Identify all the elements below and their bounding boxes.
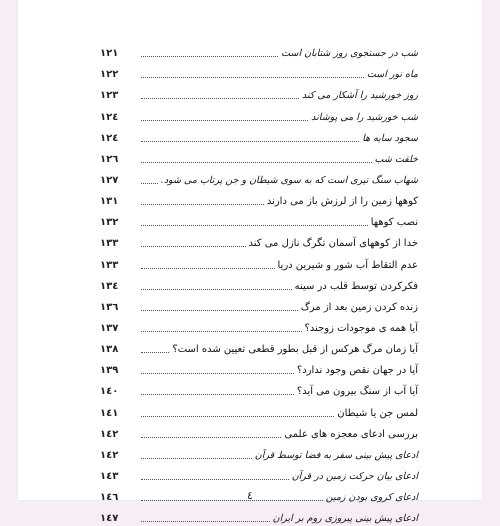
toc-entry-page: ۱٤۷ bbox=[100, 513, 119, 525]
toc-dot-leader bbox=[141, 479, 289, 480]
toc-entry-title: ادعای پیش بینی سفر به فضا توسط قرآن bbox=[254, 449, 418, 461]
toc-dot-leader bbox=[141, 120, 308, 121]
toc-entry-page: ۱٤٦ bbox=[100, 492, 119, 504]
toc-entry-page: ۱۲٤ bbox=[100, 111, 119, 123]
toc-entry-title: شهاب سنگ تیری است که به سوی شیطان و جن پرتاب می شود. bbox=[160, 174, 418, 186]
toc-dot-leader bbox=[141, 458, 252, 459]
toc-entry bbox=[100, 146, 418, 167]
toc-entry-page: ۱٤۱ bbox=[100, 407, 119, 419]
toc-entry-page: ۱۳٦ bbox=[100, 301, 119, 313]
toc-entry-title: روز خورشید را آشکار می کند bbox=[302, 90, 418, 102]
toc-entry-page: ۱۳۱ bbox=[100, 196, 119, 208]
toc-entry-page: ۱٤۳ bbox=[100, 470, 119, 482]
page-number: ٤ bbox=[247, 489, 253, 502]
toc-entry bbox=[100, 336, 418, 357]
toc-entry-title: عدم التقاط آب شور و شیرین دریا bbox=[277, 259, 418, 271]
toc-entry-page: ۱۳۹ bbox=[100, 365, 119, 377]
toc-entry-title: بررسی ادعای معجزه های علمی bbox=[284, 428, 418, 440]
toc-entry-title: آیا در جهان نقص وجود ندارد؟ bbox=[296, 365, 418, 377]
toc-dot-leader bbox=[141, 225, 368, 226]
toc-entry-title: خدا از کوههای آسمان تگرگ نازل می کند bbox=[248, 238, 418, 250]
toc-dot-leader bbox=[141, 437, 281, 438]
toc-entry-title: کوهها زمین را از لرزش باز می دارند bbox=[266, 196, 418, 208]
toc-entry-page: ۱۳٤ bbox=[100, 280, 119, 292]
toc-entry-title: ادعای پیش بینی پیروزی روم بر ایران bbox=[272, 513, 418, 525]
toc-dot-leader bbox=[141, 141, 359, 142]
toc-entry-title: نصب کوهها bbox=[370, 217, 418, 229]
toc-dot-leader bbox=[141, 77, 364, 78]
toc-entry-page: ۱۲۱ bbox=[100, 48, 119, 60]
toc-entry-title: لمس جن یا شیطان bbox=[337, 407, 418, 419]
toc-entry-title: فکرکردن توسط قلب در سینه bbox=[294, 280, 418, 292]
toc-entry-page: ۱۲۲ bbox=[100, 69, 119, 81]
toc-entry-title: شب در جستجوی روز شتابان است bbox=[281, 48, 418, 60]
toc-dot-leader bbox=[141, 394, 294, 395]
toc-entry bbox=[100, 357, 418, 378]
toc-entry-title: آیا زمان مرگ هرکس از قبل بطور قطعی تعیین شده است؟ bbox=[172, 344, 418, 356]
toc-entry-title: ماه نور است bbox=[366, 69, 418, 81]
toc-entry-page: ۱۲٦ bbox=[100, 153, 119, 165]
toc-entry bbox=[100, 125, 418, 146]
toc-dot-leader bbox=[141, 521, 270, 522]
toc-entry-title: ادعای بیان حرکت زمین در قرآن bbox=[291, 470, 418, 482]
document-page bbox=[18, 0, 482, 525]
toc-entry-title: شب خورشید را می پوشاند bbox=[311, 111, 418, 123]
toc-entry bbox=[100, 230, 418, 251]
toc-entry bbox=[100, 209, 418, 230]
toc-entry-page: ۱٤۲ bbox=[100, 428, 119, 440]
toc-entry-title: خلقت شب bbox=[374, 153, 418, 165]
toc-dot-leader bbox=[141, 162, 372, 163]
toc-dot-leader bbox=[141, 98, 299, 99]
toc-dot-leader bbox=[141, 183, 158, 184]
toc-entry bbox=[100, 82, 418, 103]
toc-dot-leader bbox=[141, 331, 302, 332]
toc-entry bbox=[100, 421, 418, 442]
toc-dot-leader bbox=[141, 246, 246, 247]
toc-entry-page: ۱۳۳ bbox=[100, 238, 119, 250]
toc-entry bbox=[100, 61, 418, 82]
toc-entry bbox=[100, 40, 418, 61]
toc-dot-leader bbox=[141, 416, 334, 417]
toc-dot-leader bbox=[141, 310, 298, 311]
toc-entry-page: ۱٤۰ bbox=[100, 386, 119, 398]
toc-entry bbox=[100, 294, 418, 315]
toc-entry bbox=[100, 315, 418, 336]
toc-entry bbox=[100, 505, 418, 526]
toc-dot-leader bbox=[141, 373, 294, 374]
toc-entry bbox=[100, 103, 418, 124]
toc-dot-leader bbox=[141, 56, 278, 57]
toc-entry-title: آیا آب از سنگ بیرون می آید؟ bbox=[296, 386, 418, 398]
toc-entry-title: سجود سایه ها bbox=[362, 132, 418, 144]
toc-entry bbox=[100, 188, 418, 209]
toc-dot-leader bbox=[141, 352, 169, 353]
toc-entry-page: ۱۲٤ bbox=[100, 132, 119, 144]
toc-dot-leader bbox=[141, 204, 264, 205]
toc-entry bbox=[100, 442, 418, 463]
toc-dot-leader bbox=[141, 268, 275, 269]
toc-entry-page: ۱٤۲ bbox=[100, 449, 119, 461]
toc-entry-page: ۱۳۸ bbox=[100, 344, 119, 356]
toc-entry bbox=[100, 378, 418, 399]
toc-entry-page: ۱۲۳ bbox=[100, 90, 119, 102]
toc-entry-title: ادعای کروی بودن زمین bbox=[325, 492, 418, 504]
toc-entry-page: ۱۳۲ bbox=[100, 217, 119, 229]
toc-entry bbox=[100, 167, 418, 188]
table-of-contents bbox=[100, 40, 418, 526]
toc-entry-page: ۱۳۷ bbox=[100, 322, 119, 334]
toc-entry bbox=[100, 463, 418, 484]
toc-entry-title: زنده کردن زمین بعد از مرگ bbox=[300, 301, 418, 313]
toc-entry bbox=[100, 251, 418, 272]
toc-entry-title: آیا همه ی موجودات زوجند؟ bbox=[304, 322, 418, 334]
toc-dot-leader bbox=[141, 289, 292, 290]
toc-entry-page: ۱۲۷ bbox=[100, 174, 119, 186]
toc-entry bbox=[100, 399, 418, 420]
toc-entry-page: ۱۳۳ bbox=[100, 259, 119, 271]
toc-entry bbox=[100, 273, 418, 294]
